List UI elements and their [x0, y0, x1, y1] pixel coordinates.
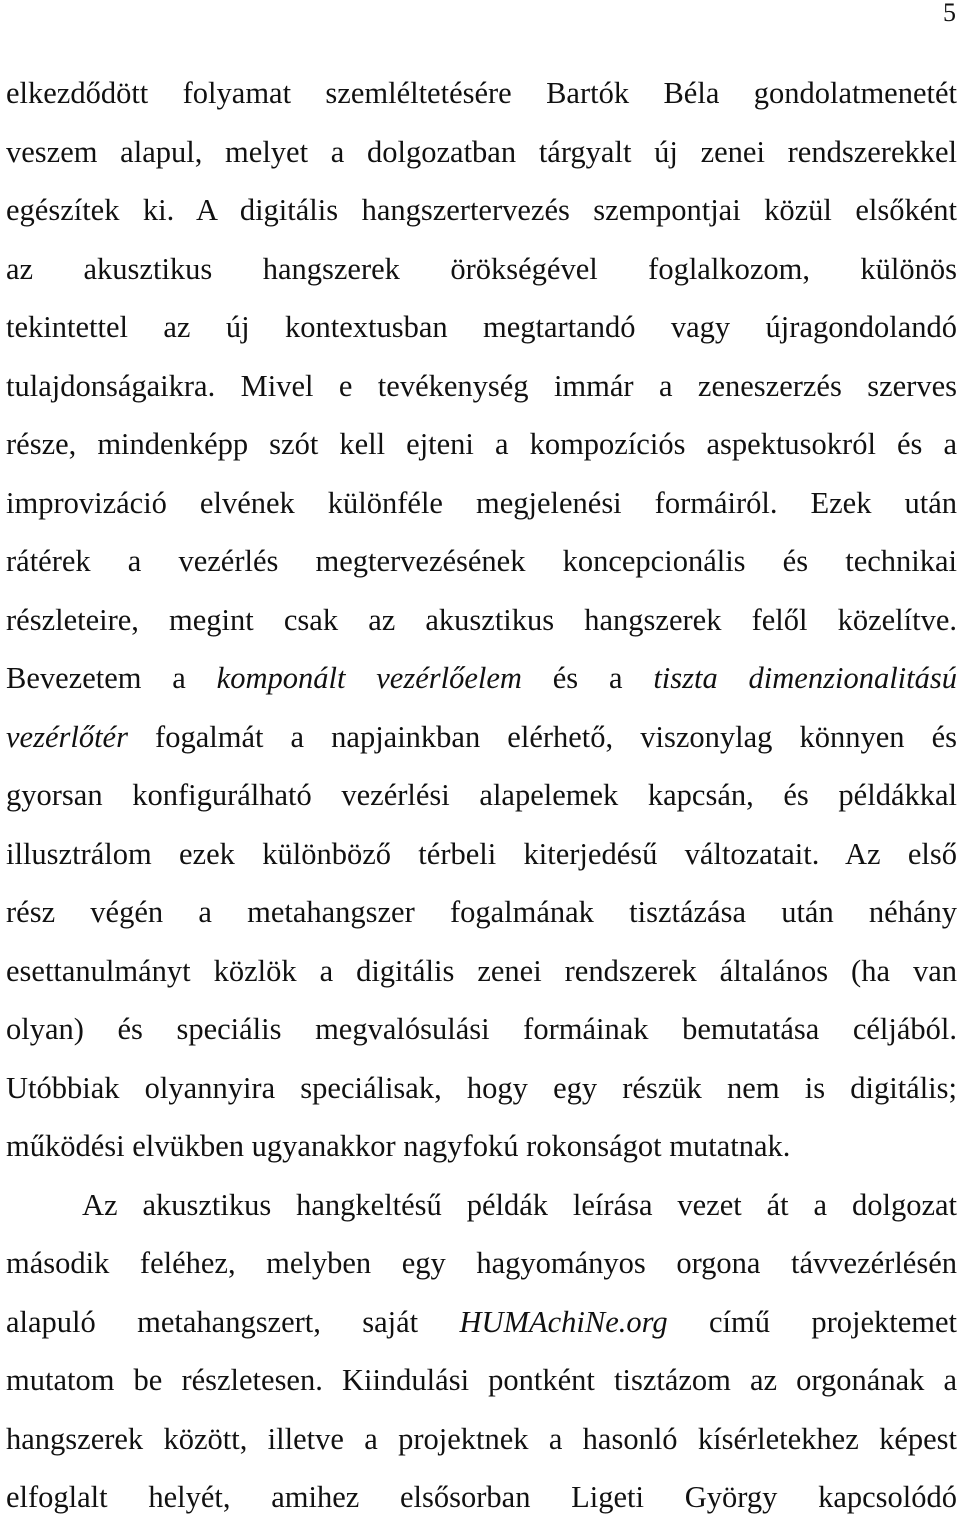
text-segment: rész végén a metahangszer fogalmának tisztázása után néhány — [6, 895, 957, 929]
text-segment: mutatom be részletesen. Kiindulási pontként tisztázom az orgonának a — [6, 1363, 957, 1397]
text-line — [6, 181, 957, 240]
text-line — [6, 766, 957, 825]
text-line — [6, 1059, 957, 1118]
text-line — [6, 532, 957, 591]
text-segment: része, mindenképp szót kell ejteni a kompozíciós aspektusokról és a — [6, 427, 957, 461]
text-line — [6, 1410, 957, 1469]
text-segment: Bevezetem a — [6, 661, 217, 695]
text-line — [6, 1176, 957, 1235]
body-text — [6, 64, 957, 1527]
text-line — [6, 1351, 957, 1410]
text-line — [6, 415, 957, 474]
text-line — [6, 591, 957, 650]
text-segment: fogalmát a napjainkban elérhető, viszonylag könnyen és — [127, 719, 957, 754]
italic-term: vezérlőtér — [6, 719, 128, 754]
text-line — [6, 298, 957, 357]
text-segment: egészítek ki. A digitális hangszertervezés szempontjai közül elsőként — [6, 193, 957, 227]
text-line — [6, 64, 957, 123]
text-segment: tulajdonságaikra. Mivel e tevékenység immár a zeneszerzés szerves — [6, 368, 957, 403]
text-segment: és a — [521, 661, 654, 695]
text-segment: hangszerek között, illetve a projektnek a hasonló kísérletekhez képest — [6, 1421, 957, 1456]
text-segment: veszem alapul, melyet a dolgozatban tárgyalt új zenei rendszerekkel — [6, 134, 957, 169]
text-segment: illusztrálom ezek különböző térbeli kiterjedésű változatait. Az első — [6, 836, 957, 871]
text-segment: Az akusztikus hangkeltésű példák leírása vezet át a dolgozat — [82, 1187, 957, 1222]
text-segment: működési elvükben ugyanakkor nagyfokú rokonságot mutatnak. — [6, 1129, 791, 1163]
text-line — [6, 1117, 957, 1176]
text-segment: tekintettel az új kontextusban megtartandó vagy újragondolandó — [6, 310, 957, 344]
text-line — [6, 1234, 957, 1293]
text-segment: esettanulmányt közlök a digitális zenei rendszerek általános (ha van — [6, 953, 957, 988]
italic-term: komponált vezérlőelem — [216, 661, 522, 695]
text-line — [6, 883, 957, 942]
text-segment: az akusztikus hangszerek örökségével foglalkozom, különös — [6, 251, 957, 286]
text-segment: improvizáció elvének különféle megjelenési formáiról. Ezek után — [6, 485, 957, 520]
text-segment: gyorsan konfigurálható vezérlési alapelemek kapcsán, és példákkal — [6, 778, 957, 812]
text-line — [6, 825, 957, 884]
text-segment: című projektemet — [667, 1304, 957, 1339]
text-line — [6, 1000, 957, 1059]
text-line — [6, 357, 957, 416]
italic-term: HUMAchiNe.org — [459, 1304, 668, 1339]
text-segment: alapuló metahangszert, saját — [6, 1304, 460, 1339]
text-segment: részleteire, megint csak az akusztikus hangszerek felől közelítve. — [6, 602, 957, 637]
text-segment: elkezdődött folyamat szemléltetésére Bartók Béla gondolatmenetét — [6, 76, 957, 110]
text-line — [6, 240, 957, 299]
text-line — [6, 708, 957, 767]
text-line — [6, 474, 957, 533]
text-line — [6, 649, 957, 708]
text-segment: elfoglalt helyét, amihez elsősorban Ligeti György kapcsolódó — [6, 1480, 957, 1514]
text-segment: rátérek a vezérlés megtervezésének koncepcionális és technikai — [6, 544, 957, 578]
text-line — [6, 123, 957, 182]
italic-term: tiszta dimenzionalitású — [653, 661, 957, 695]
text-segment: Utóbbiak olyannyira speciálisak, hogy egy részük nem is digitális; — [6, 1070, 957, 1105]
page-number: 5 — [943, 0, 956, 27]
text-line — [6, 1293, 957, 1352]
text-segment: második feléhez, melyben egy hagyományos orgona távvezérlésén — [6, 1246, 957, 1280]
text-line — [6, 1468, 957, 1527]
text-segment: olyan) és speciális megvalósulási formáinak bemutatása céljából. — [6, 1012, 957, 1046]
text-line — [6, 942, 957, 1001]
